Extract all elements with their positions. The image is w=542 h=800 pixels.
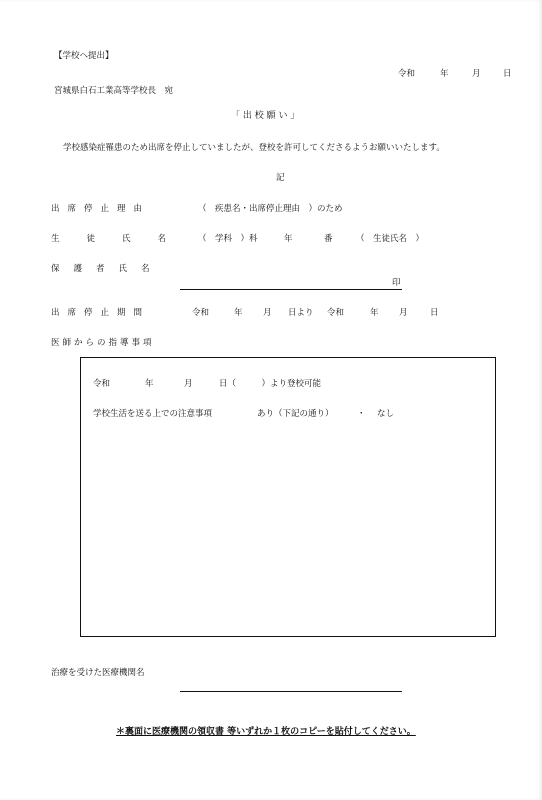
period-day-end: 日 <box>430 308 439 318</box>
reason-label: 出席停止理由 <box>51 204 151 214</box>
doctor-instructions-label: 医師からの指導事項 <box>51 338 155 348</box>
seal-mark: 印 <box>392 278 401 288</box>
period-month-start: 月 <box>263 308 272 318</box>
institution-line <box>180 691 402 692</box>
attachment-notice: ＊裏面に医療機関の領収書 等いずれか１枚のコピーを貼付してください。 <box>116 727 416 737</box>
period-month-end: 月 <box>399 308 408 318</box>
reason-value: （ 疾患名・出席停止理由 ）のため <box>198 204 343 214</box>
period-label: 出席停止期間 <box>51 308 151 318</box>
guardian-signature-line <box>180 289 402 290</box>
period-year-start: 年 <box>234 308 243 318</box>
return-date-month: 月 <box>184 379 193 389</box>
student-label: 生徒氏名 <box>51 234 194 244</box>
submit-tag: 【学校へ提出】 <box>54 51 114 61</box>
document-title: 「 出 校 願 い 」 <box>231 111 300 121</box>
doctor-instructions-box <box>80 357 496 637</box>
caution-label: 学校生活を送る上での注意事項 <box>93 409 213 419</box>
student-grade: 年 <box>284 234 293 244</box>
return-date-reiwa: 令和 <box>93 379 111 389</box>
header-date-month: 月 <box>472 69 481 79</box>
student-course: （ 学科 ）科 <box>198 234 258 244</box>
ki-mark: 記 <box>276 173 285 183</box>
institution-label: 治療を受けた医療機関名 <box>51 668 145 678</box>
guardian-label: 保護者氏名 <box>51 264 164 274</box>
period-day-start: 日より <box>288 308 314 318</box>
return-date-year: 年 <box>145 379 154 389</box>
caution-option-yes: あり（下記の通り） <box>257 409 334 419</box>
period-reiwa-start: 令和 <box>192 308 210 318</box>
student-number: 番 <box>324 234 333 244</box>
header-date-day: 日 <box>503 69 512 79</box>
intro-text: 学校感染症罹患のため出席を停止していましたが、登校を許可してくださるようお願いいたします。 <box>63 143 445 153</box>
period-year-end: 年 <box>370 308 379 318</box>
caution-separator: ・ <box>357 409 366 419</box>
student-name-hint: （ 生徒氏名 ） <box>356 234 425 244</box>
addressee: 宮城県白石工業高等学校長 宛 <box>54 86 174 96</box>
caution-option-no: なし <box>377 409 395 419</box>
return-date-day: 日（ ）より登校可能 <box>219 379 322 389</box>
period-reiwa-end: 令和 <box>327 308 345 318</box>
header-date-year: 年 <box>440 69 449 79</box>
header-date-reiwa: 令和 <box>398 69 416 79</box>
